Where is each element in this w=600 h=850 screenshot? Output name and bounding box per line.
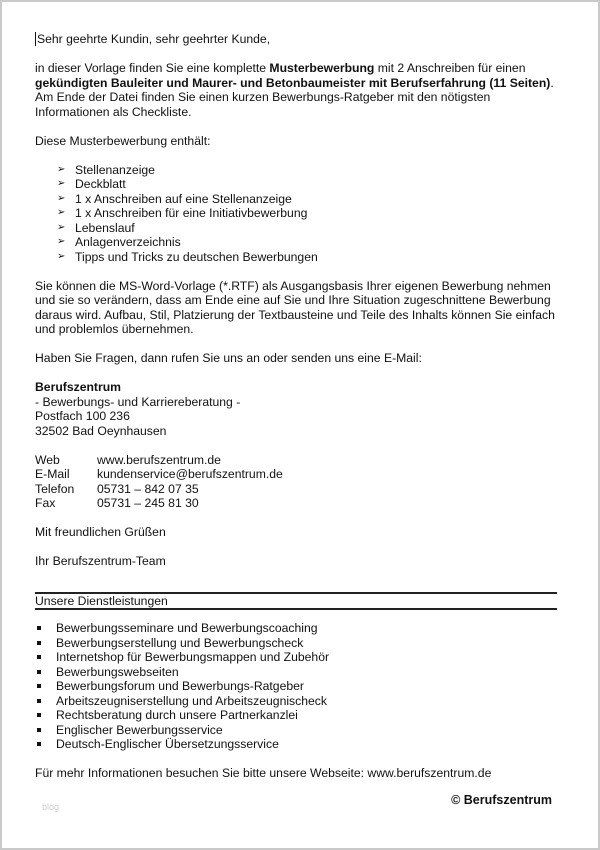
document-body [35,32,557,781]
intro-bold-2: gekündigten Bauleiter und Maurer- und Betonbaumeister mit Berufserfahrung (11 Seiten) [35,75,551,90]
company-subtitle: - Bewerbungs- und Karriereberatung - [35,394,241,409]
list-item: Bewerbungserstellung und Bewerbungscheck [35,636,557,651]
list-item: Bewerbungsseminare und Bewerbungscoaching [35,621,557,636]
company-city: 32502 Bad Oeynhausen [35,423,167,438]
contact-value: www.berufszentrum.de [97,452,221,467]
salutation [35,32,557,47]
usage-paragraph: Sie können die MS-Word-Vorlage (*.RTF) als Ausgangsbasis Ihrer eigenen Bewerbung nehmen und sie so verändern, dass am Ende eine auf Sie und Ihre Situation zugeschnittene Bewerbung daraus wird. Aufbau, Stil, Platzierung der Textbausteine und Teile des Inhalts können Sie einfach und problemlos übernehmen. [35,278,555,336]
company-name-text: Berufszentrum [35,380,122,394]
services-heading: Unsere Dienstleistungen [35,593,168,608]
contact-label: Web [35,452,60,467]
contact-phone [35,482,557,497]
list-item: ➢ Lebenslauf [57,221,557,236]
list-item: ➢ Anlagenverzeichnis [57,235,557,250]
text-cursor [35,32,36,46]
salutation-text: Sehr geehrte Kundin, sehr geehrter Kunde, [37,32,271,46]
list-item: ➢ Tipps und Tricks zu deutschen Bewerbungen [57,250,557,265]
copyright: © Berufszentrum [451,793,552,807]
contact-web [35,453,557,468]
list-item: Bewerbungswebseiten [35,665,557,680]
intro-text-2: mit 2 Anschreiben für einen [374,61,526,75]
list-item: Englischer Bewerbungsservice [35,723,557,738]
company-name [35,380,557,395]
contents-list [35,163,557,265]
contact-value: 05731 – 245 81 30 [97,496,199,510]
signature: Ihr Berufszentrum-Team [35,554,166,568]
contact-label: Telefon [35,481,75,496]
list-item: ➢ Deckblatt [57,177,557,192]
questions-paragraph: Haben Sie Fragen, dann rufen Sie uns an oder senden uns eine E-Mail: [35,351,422,365]
contact-value: kundenservice@berufszentrum.de [97,467,283,481]
watermark-text: blog [42,802,60,812]
intro-bold-1: Musterbewerbung [269,61,375,75]
list-item: Bewerbungsforum und Bewerbungs-Ratgeber [35,679,557,694]
intro-text-3: . Am Ende der Datei finden Sie einen kurzen Bewerbungs-Ratgeber mit den nötigsten Informationen als Checkliste. [35,75,554,119]
contact-label: E-Mail [35,467,70,481]
contact-label: Fax [35,496,56,510]
services-list [35,621,557,752]
more-info: Für mehr Informationen besuchen Sie bitte unsere Webseite: www.berufszentrum.de [35,766,492,780]
closing: Mit freundlichen Grüßen [35,525,166,539]
list-item: Rechtsberatung durch unsere Partnerkanzlei [35,708,557,723]
contact-value: 05731 – 842 07 35 [97,481,199,496]
list-item: Arbeitszeugniserstellung und Arbeitszeugnischeck [35,694,557,709]
contact-email [35,467,557,482]
list-item: Deutsch-Englischer Übersetzungsservice [35,737,557,752]
list-item: ➢ 1 x Anschreiben auf eine Stellenanzeige [57,192,557,207]
contents-heading: Diese Musterbewerbung enthält: [35,133,211,148]
contact-fax [35,496,557,511]
list-item: ➢ 1 x Anschreiben für eine Initiativbewerbung [57,206,557,221]
list-item: ➢ Stellenanzeige [57,163,557,178]
intro-paragraph [35,61,557,119]
company-postbox: Postfach 100 236 [35,409,130,423]
intro-text-1: in dieser Vorlage finden Sie eine komplette [35,61,270,75]
list-item: Internetshop für Bewerbungsmappen und Zubehör [35,650,557,665]
